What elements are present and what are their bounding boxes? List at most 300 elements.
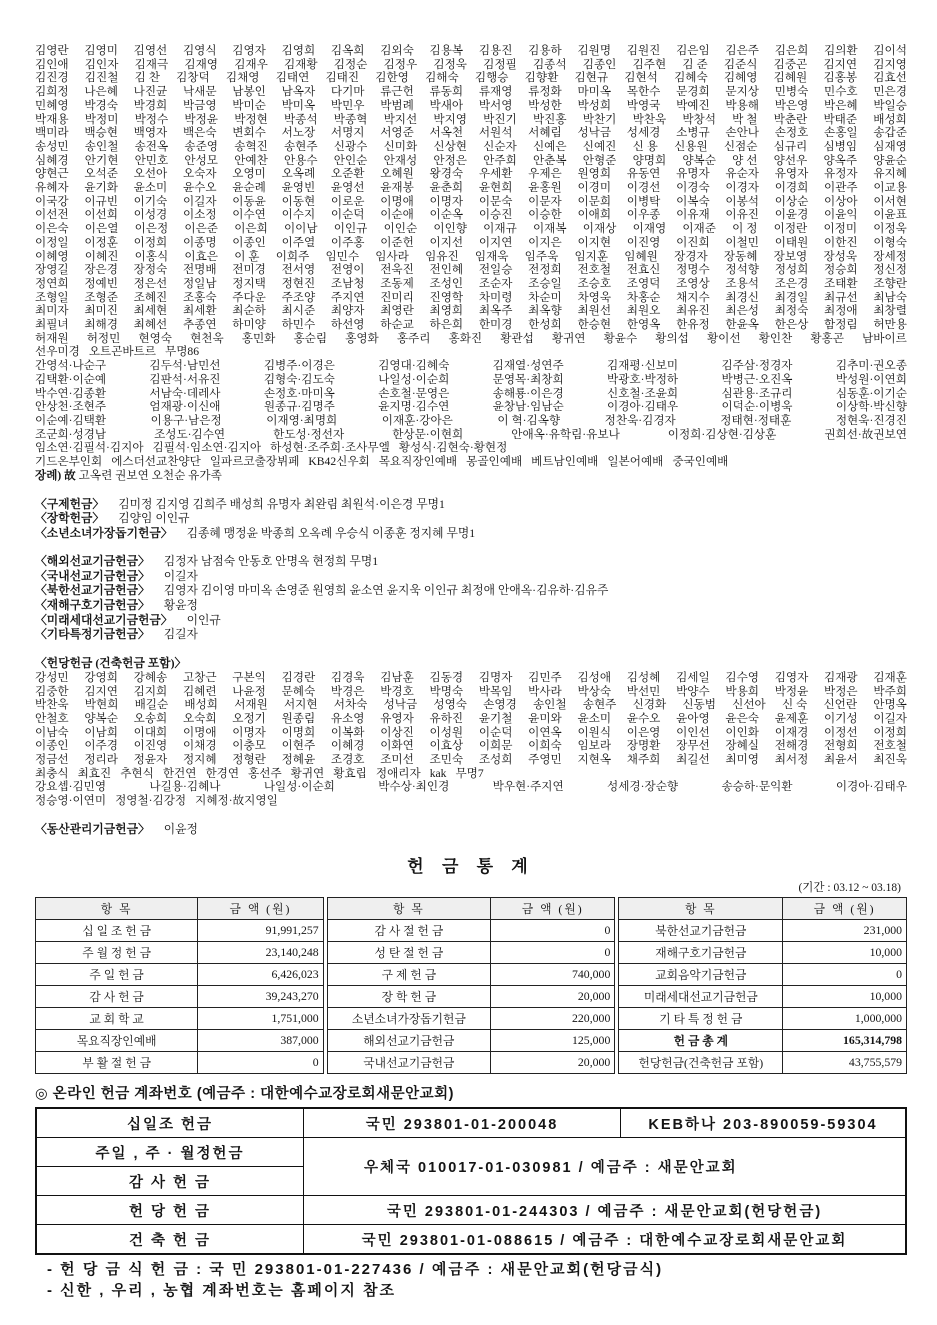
name-line xyxy=(35,698,907,712)
offering-section-line xyxy=(35,627,907,642)
donor-name: 황의섭 xyxy=(655,331,689,345)
donor-name: 김종인 xyxy=(582,57,617,71)
donor-name: 최창렬 xyxy=(873,304,907,318)
donor-name: 정석향 xyxy=(725,263,759,277)
donor-name: 박성한 xyxy=(528,98,562,112)
donor-name: 김지연 xyxy=(823,57,858,71)
donor-name: 소병규 xyxy=(676,126,710,140)
donor-name: 안명옥 xyxy=(873,698,907,712)
donor-name: 황관섭 xyxy=(500,331,534,345)
donor-name: 황이선 xyxy=(706,331,741,345)
donor-name: 박은혜 xyxy=(824,98,858,112)
donor-name: 황귀연 xyxy=(290,766,325,780)
donor-name: 주지연 xyxy=(330,290,365,304)
donor-name: 문영목·최창희 xyxy=(492,372,564,386)
name-line xyxy=(35,345,907,359)
donor-name: 김현석 xyxy=(624,71,658,85)
donor-name: 송전옥 xyxy=(134,139,169,153)
donor-name: 조영덕 xyxy=(626,276,661,290)
dongsan-section xyxy=(35,822,907,837)
donor-name: 이 훈 xyxy=(234,249,260,263)
donor-name: 박새아 xyxy=(429,98,464,112)
name-line xyxy=(35,154,907,168)
donor-name: 서재원 xyxy=(234,698,268,712)
donor-name: 지현옥 xyxy=(577,753,612,767)
donor-name: 이승진 xyxy=(478,208,513,222)
stat-amount: 220,000 xyxy=(491,1008,615,1030)
offering-section-names: 김미정 김지영 김희주 배성희 유명자 최완림 최원석·이은경 무명1 xyxy=(118,496,445,511)
donor-name: 허재원 xyxy=(35,331,69,345)
donor-name: 심관용·조규리 xyxy=(721,386,793,400)
donor-name: 이재준 xyxy=(682,222,716,236)
offering-section-line xyxy=(35,497,907,512)
donor-name: 이혜영 xyxy=(35,249,69,263)
donor-name: 이길자 xyxy=(873,711,907,725)
donor-name: 이형숙 xyxy=(873,235,907,249)
donor-name: 장정숙 xyxy=(133,263,168,277)
donor-name: 이남희 xyxy=(84,725,118,739)
donor-name: 홍민화 xyxy=(241,331,276,345)
donor-name: 최순하 xyxy=(232,304,266,318)
stat-item: 재해구호기금헌금 xyxy=(619,942,783,964)
donor-name: 에스더선교찬양단 xyxy=(111,455,201,469)
tithe-label: 십일조 헌금 xyxy=(36,1108,304,1138)
donor-name: 이정일 xyxy=(35,235,69,249)
donor-name: 이희숙 xyxy=(528,739,562,753)
donor-name: 이인규 xyxy=(333,222,368,236)
stat-amount: 20,000 xyxy=(491,1052,615,1074)
name-line xyxy=(35,332,907,346)
offering-section-names: 김종혜 맹정윤 박종희 오옥례 우승식 이종훈 정지혜 무명1 xyxy=(186,525,476,540)
donor-name: 김혜영 xyxy=(723,71,758,85)
donor-name: 하미양 xyxy=(232,318,266,332)
donor-name: 차영욱 xyxy=(577,290,612,304)
donor-name: 김원명 xyxy=(577,44,612,57)
donor-name: 장성욱 xyxy=(823,249,858,263)
donor-name: 장혜실 xyxy=(725,739,759,753)
donor-name: 양현근 xyxy=(35,167,69,181)
donor-name: 이정욱 xyxy=(873,222,907,236)
donor-name: 신경화 xyxy=(632,698,667,712)
funeral-names: 고옥련 권보연 오천순 유가족 xyxy=(78,468,222,482)
donor-name: 김정순 xyxy=(333,57,368,71)
donor-name: 이윤익 xyxy=(824,208,858,222)
donor-name: 박정은 xyxy=(824,684,858,698)
donor-name: 배성희 xyxy=(184,698,218,712)
donor-name: 무명7 xyxy=(455,766,484,780)
donor-name: 베트남인예배 xyxy=(531,455,599,469)
donor-name: 박창석 xyxy=(682,112,716,126)
donor-name: 김두석·남민선 xyxy=(149,359,221,373)
stat-item: 해외선교기금헌금 xyxy=(327,1030,490,1052)
donor-name: 무명86 xyxy=(165,345,200,359)
stat-amount: 20,000 xyxy=(491,986,615,1008)
donor-name: 이홍식 xyxy=(134,249,169,263)
donor-name: 신미화 xyxy=(383,139,418,153)
donor-name: 윤창남·임남순 xyxy=(492,400,564,414)
offering-section-names: 김길자 xyxy=(163,627,198,642)
name-line xyxy=(35,441,907,455)
donor-name: 심혜경 xyxy=(35,153,69,167)
stat-amount: 165,314,798 xyxy=(783,1030,907,1052)
donor-name: 류근헌 xyxy=(380,85,414,99)
donor-name: 박예진 xyxy=(676,98,710,112)
donor-name: 최충식 xyxy=(35,766,69,780)
donor-name: 이대희 xyxy=(133,725,168,739)
donor-name: 최원오 xyxy=(626,304,661,318)
donor-name: 윤소미 xyxy=(133,181,168,195)
donor-name: 나일성·이순희 xyxy=(263,780,335,794)
donor-name: 김영미 xyxy=(84,44,118,57)
donor-name: 김은주 xyxy=(725,44,759,57)
donor-name: 박영국 xyxy=(626,98,661,112)
donor-name: 조은경 xyxy=(774,276,809,290)
donor-name: 유하진 xyxy=(429,711,464,725)
donor-name: 전효신 xyxy=(626,263,661,277)
table-row xyxy=(36,1225,906,1255)
donor-name: 전호철 xyxy=(577,263,612,277)
donor-name: 추종연 xyxy=(182,318,217,332)
donor-name: 나윤정 xyxy=(232,684,266,698)
donor-name: 권희선·故권보연 xyxy=(824,427,907,441)
table-row xyxy=(36,986,324,1008)
donor-name: 양윤순 xyxy=(873,153,907,167)
donor-name: 정신정 xyxy=(873,263,907,277)
stat-item: 감 사 헌 금 xyxy=(36,986,198,1008)
donor-name: 원종규·김명주 xyxy=(263,400,335,414)
donor-name: 윤은숙 xyxy=(725,711,759,725)
donor-name: 박목임 xyxy=(478,684,513,698)
donor-name: 정성희 xyxy=(774,263,809,277)
donor-name: 성낙금 xyxy=(383,698,418,712)
weekly-account: 우체국 010017-01-030981 / 예금주 : 새문안교회 xyxy=(304,1138,907,1196)
donor-name: 진영학 xyxy=(429,290,464,304)
donor-name: 이원식 xyxy=(577,725,612,739)
donor-name: 안철호 xyxy=(35,711,69,725)
donor-name: 이정희 xyxy=(133,235,168,249)
donor-name: 왕경숙 xyxy=(429,167,464,181)
donor-name: 김재광 xyxy=(824,670,858,684)
donor-name: 김택환·이순예 xyxy=(35,372,107,386)
donor-name: 이문숙 xyxy=(478,194,513,208)
donor-name: 이지연 xyxy=(478,235,513,249)
donor-name: 최미영 xyxy=(725,753,759,767)
donor-name: 이순예·김택환 xyxy=(35,413,107,427)
donor-name: 안정은 xyxy=(433,153,467,167)
name-line xyxy=(35,373,907,387)
donor-name: 성세경·장순향 xyxy=(607,780,679,794)
donor-name: 이은숙 xyxy=(35,222,69,236)
donor-name: 김수영 xyxy=(725,670,759,684)
donor-name: 김재극 xyxy=(134,57,169,71)
donor-name: 송성민 xyxy=(35,139,69,153)
offering-section-label: 〈국내선교기금헌금〉 xyxy=(35,568,150,583)
donor-name: 한성희 xyxy=(528,318,562,332)
donor-name: 이관주 xyxy=(824,181,858,195)
donor-name: 주조양 xyxy=(281,290,316,304)
donor-name: 이진영 xyxy=(626,235,661,249)
donor-name: 김한영 xyxy=(375,71,409,85)
donor-name: 김정욱 xyxy=(433,57,467,71)
donor-name: 홍영화 xyxy=(345,331,379,345)
stat-item: 소년소녀가장돕기헌금 xyxy=(327,1008,490,1030)
offering-section-names: 이길자 xyxy=(163,568,198,583)
donor-name: 전영이 xyxy=(330,263,365,277)
table-header-row xyxy=(327,898,615,920)
donor-name: 이연옥 xyxy=(528,725,562,739)
donor-name: 박사라 xyxy=(528,684,562,698)
donor-name: 장세정 xyxy=(873,249,907,263)
donor-name: 선우미경 xyxy=(35,345,80,359)
donor-name: 최윤서 xyxy=(824,753,858,767)
donor-name: 유순자 xyxy=(725,167,759,181)
offering-sections-a xyxy=(35,497,907,541)
donor-name: 조미선 xyxy=(380,753,414,767)
donor-name: 김준식 xyxy=(723,57,758,71)
donor-name: 정찬욱·김경자 xyxy=(604,413,676,427)
stat-amount: 387,000 xyxy=(198,1030,323,1052)
donor-name: 박금영 xyxy=(182,98,217,112)
donor-name: 정연희 xyxy=(35,276,69,290)
donor-name: 이용구·남은정 xyxy=(150,413,222,427)
offering-section-line xyxy=(35,569,907,584)
donor-name: 장영길 xyxy=(35,263,69,277)
donor-name: 박수상·최인경 xyxy=(378,780,450,794)
donor-name: 윤수오 xyxy=(182,181,217,195)
donor-name: 전정희 xyxy=(528,263,562,277)
donor-name: 김민주 xyxy=(528,670,562,684)
donor-name: 최경일 xyxy=(774,290,809,304)
donor-name: 오혜원 xyxy=(380,167,414,181)
donor-name: 이복화 xyxy=(330,725,365,739)
donor-name: 손정호·마미옥 xyxy=(263,386,335,400)
donor-name: 지혜정·故지영일 xyxy=(195,794,278,808)
donor-name: 이순애 xyxy=(380,208,414,222)
donor-name: 김창덕 xyxy=(176,71,210,85)
offering-section-names: 김영자 김이영 마미옥 손영준 원영희 윤소연 윤지욱 이인규 최정애 안애옥·김유하·김유주 xyxy=(163,583,609,598)
donor-name: 이재규 xyxy=(483,222,517,236)
tithe-account-kb: 국민 293801-01-200048 xyxy=(304,1108,621,1138)
donor-name: 박경호 xyxy=(380,684,414,698)
stat-item: 부 활 절 헌 금 xyxy=(36,1052,198,1074)
donor-name: 김혜원 xyxy=(773,71,808,85)
name-line xyxy=(35,767,907,781)
name-line xyxy=(35,387,907,401)
donor-name: 이주홍 xyxy=(330,235,365,249)
name-line xyxy=(35,685,907,699)
stat-item: 교 회 학 교 xyxy=(36,1008,198,1030)
donor-name: 최시준 xyxy=(281,304,316,318)
donor-name: 이채경 xyxy=(182,739,217,753)
donor-name: 이종인 xyxy=(35,739,69,753)
donor-name: 추현식 xyxy=(120,766,154,780)
stat-amount: 43,755,579 xyxy=(783,1052,907,1074)
stat-item: 국내선교기금헌금 xyxy=(327,1052,490,1074)
donor-name: 윤현희 xyxy=(478,181,513,195)
donor-name: 조태환 xyxy=(824,276,858,290)
donor-name: 김주현 xyxy=(632,57,667,71)
donor-name: kak xyxy=(429,766,447,780)
donor-name: 강영희 xyxy=(84,670,118,684)
donor-name: 이혜진 xyxy=(84,249,119,263)
donor-name: 손홍일 xyxy=(824,126,858,140)
donor-name: 윤소미 xyxy=(577,711,612,725)
donor-name: 유혜자 xyxy=(35,181,69,195)
donor-name: 이현주 xyxy=(281,739,316,753)
donor-name: 류정화 xyxy=(528,85,562,99)
name-line xyxy=(35,428,907,442)
donor-name: 이국강 xyxy=(35,194,69,208)
donor-name: 이순덕 xyxy=(478,725,513,739)
donor-name: 윤지명·김수연 xyxy=(378,400,450,414)
donor-name: 이상학·박신향 xyxy=(835,400,907,414)
donor-name: 이은정 xyxy=(134,222,169,236)
donor-name: 이주경 xyxy=(84,739,118,753)
table-row xyxy=(619,1030,907,1052)
donor-name: 이지현 xyxy=(577,235,612,249)
donor-name: 오트곤바트르 xyxy=(88,345,157,359)
offering-section-line xyxy=(35,554,907,569)
donor-name: 엄재광·이신애 xyxy=(149,400,221,414)
stat-amount: 0 xyxy=(783,964,907,986)
donor-name: 박정미 xyxy=(84,112,119,126)
footnote-line: - 헌 당 금 식 헌 금 : 국 민 293801-01-227436 / 예금주 : 새문안교회(헌당금식) xyxy=(47,1261,664,1279)
table-row xyxy=(327,920,615,942)
donor-name: 박경희 xyxy=(133,98,168,112)
donor-name: 정혜윤 xyxy=(281,753,316,767)
donor-name: 이유재 xyxy=(676,208,710,222)
donor-name: 김영식 xyxy=(182,44,217,57)
donor-name: 조민숙 xyxy=(429,753,464,767)
stat-item: 장 학 헌 금 xyxy=(327,986,490,1008)
donor-name: 이기성 xyxy=(824,711,858,725)
donor-name: 배길순 xyxy=(134,698,169,712)
table-row xyxy=(36,1108,906,1138)
donor-name: 중국인예배 xyxy=(672,455,729,469)
donor-name: 손호철·문영은 xyxy=(378,386,450,400)
donor-name: 나진균 xyxy=(133,85,168,99)
donor-name: 하민수 xyxy=(281,318,316,332)
donor-name: 하성현·조주희·조사무엘 xyxy=(270,441,390,455)
name-line xyxy=(35,712,907,726)
donor-name: 원영희 xyxy=(577,167,612,181)
donor-name: 김태연 xyxy=(275,71,310,85)
donor-name: 이우종 xyxy=(626,208,661,222)
donor-name: 정금선 xyxy=(35,753,69,767)
donor-name: 신광수 xyxy=(333,139,368,153)
donor-name: 윤기화 xyxy=(84,181,118,195)
donor-name: 이지선 xyxy=(429,235,464,249)
donor-name: 박선민 xyxy=(626,684,661,698)
donor-name: 박종석 xyxy=(283,112,318,126)
stat-item: 미래세대선교기금헌금 xyxy=(619,986,783,1008)
donor-name: 신언란 xyxy=(823,698,858,712)
donor-name: 안민호 xyxy=(134,153,169,167)
donor-name: 김병주·이경은 xyxy=(263,359,335,373)
table-row xyxy=(327,1052,615,1074)
hundang-block xyxy=(35,656,907,808)
donor-name: 김현규 xyxy=(574,71,609,85)
donor-name: 이은준 xyxy=(184,222,218,236)
donor-name: 임민수 xyxy=(325,249,360,263)
donor-name: 한경연 xyxy=(205,766,240,780)
table-row xyxy=(619,1052,907,1074)
donor-name: 김향환 xyxy=(524,71,559,85)
donor-name: 하은희 xyxy=(429,318,464,332)
donor-name: 박경은 xyxy=(330,684,365,698)
donor-name: 박정윤 xyxy=(184,112,218,126)
donor-name: 간영석·나순구 xyxy=(35,359,107,373)
donor-name: 일파르코출장뷔페 xyxy=(209,455,300,469)
donor-name: 허정민 xyxy=(86,331,121,345)
donor-name: 함정림 xyxy=(824,318,858,332)
donor-name: 이인향 xyxy=(433,222,467,236)
donor-name: 최길선 xyxy=(676,753,710,767)
donor-name: 박현희 xyxy=(84,698,119,712)
donor-name: 안용수 xyxy=(283,153,318,167)
donor-name: 박찬욱 xyxy=(632,112,667,126)
donor-name: 윤춘희 xyxy=(429,181,464,195)
donor-name: 이정선 xyxy=(824,725,858,739)
donor-name: 남옥자 xyxy=(281,85,316,99)
donor-name: 김태진 xyxy=(325,71,360,85)
donor-name: 정지택 xyxy=(232,276,266,290)
stat-amount: 0 xyxy=(198,1052,323,1074)
offering-section-line xyxy=(35,583,907,598)
donor-name: 이명희 xyxy=(281,725,316,739)
stat-amount: 10,000 xyxy=(783,942,907,964)
table-row xyxy=(327,986,615,1008)
offering-section-names: 김양임 이인규 xyxy=(118,511,190,526)
donor-name: 서옥천 xyxy=(429,126,464,140)
donor-name: 신예은 xyxy=(532,139,567,153)
donor-name: 김영자 xyxy=(774,670,809,684)
donor-name: 양선우 xyxy=(773,153,808,167)
donor-name: 임주욱 xyxy=(524,249,559,263)
donor-name: 낙새문 xyxy=(182,85,217,99)
donor-name: 이길자 xyxy=(182,194,217,208)
donor-name: 송현주 xyxy=(283,139,318,153)
table-row xyxy=(36,1008,324,1030)
donor-name: 홍순림 xyxy=(293,331,328,345)
donor-name: 나길용·김혜나 xyxy=(149,780,221,794)
donor-name: 조승호 xyxy=(577,276,612,290)
donor-name: 황효립 xyxy=(333,766,367,780)
name-line xyxy=(35,113,907,127)
donor-name: 백미라 xyxy=(35,126,69,140)
donor-name: 백승현 xyxy=(84,126,118,140)
name-line xyxy=(35,85,907,99)
donor-name-list xyxy=(35,44,907,469)
donor-name: 박범례 xyxy=(380,98,414,112)
donor-name: 김혜련 xyxy=(182,684,217,698)
donor-name: 민병숙 xyxy=(774,85,809,99)
funeral-notice xyxy=(35,469,907,483)
donor-name: 최영란 xyxy=(380,304,414,318)
donor-name: 박성원·이연희 xyxy=(835,372,907,386)
donor-name: 최규선 xyxy=(824,290,858,304)
donor-name: 나은혜 xyxy=(84,85,118,99)
donor-name: 한도성·정선자 xyxy=(273,427,345,441)
donor-name: 손영경 xyxy=(483,698,517,712)
donor-name: 정명수 xyxy=(676,263,710,277)
name-line xyxy=(35,236,907,250)
donor-name: 최양자 xyxy=(330,304,365,318)
donor-name: 최진욱 xyxy=(873,753,907,767)
donor-name: 이재경 xyxy=(774,725,809,739)
donor-name: 임사라 xyxy=(375,249,409,263)
donor-name: 서지현 xyxy=(283,698,318,712)
